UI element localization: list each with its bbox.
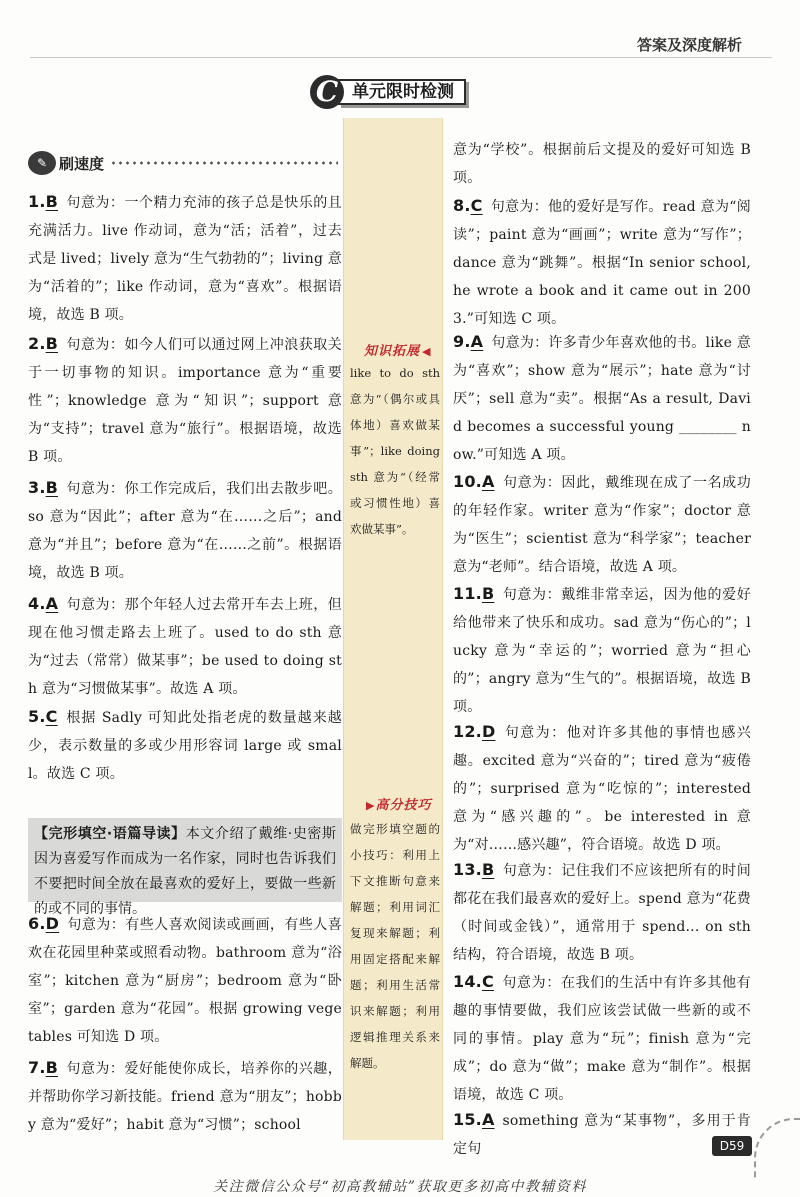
tips-sidebar (343, 118, 443, 1140)
item-text: 句意为：有些人喜欢阅读或画画，有些人喜欢在花园里种菜或照看动物。bathroom 意为“浴室”；kitchen 意为“厨房”；bedroom 意为“卧室”；garden 意为“花园”。根据 growing vegetables 可知选 D 项。 (28, 917, 342, 1045)
item-text: 句意为：因此，戴维现在成了一名成功的年轻作家。writer 意为“作家”；doctor 意为“医生”；scientist 意为“科学家”；teacher 意为“老师”。结合语境，故选 A 项。 (453, 475, 751, 575)
tip-body: 做完形填空题的小技巧：利用上下文推断句意来解题；利用词汇复现来解题；利用固定搭配来解题；利用生活常识来解题；利用逻辑推理关系来解题。 (350, 822, 440, 1070)
item-number: 11. (453, 584, 482, 603)
item-number: 6. (28, 914, 46, 933)
answer-item (453, 968, 751, 1109)
item-answer: D (481, 722, 496, 741)
item-answer: A (481, 1110, 495, 1129)
answer-item (453, 192, 751, 333)
answer-item (453, 468, 751, 581)
item-number: 4. (28, 594, 46, 613)
answer-item (28, 1054, 342, 1139)
answer-item (28, 910, 342, 1051)
right-column (453, 0, 751, 1197)
item-number: 5. (28, 707, 46, 726)
item-text: 句意为：你工作完成后，我们出去散步吧。so 意为“因此”；after 意为“在……之后”；and 意为“并且”；before 意为“在……之前”。根据语境，故选 B 项。 (28, 481, 342, 581)
passage-tag: 【完形填空·语篇导读】 (34, 826, 186, 842)
item-text: 句意为：许多青少年喜欢他的书。like 意为“喜欢”；show 意为“展示”；hate 意为“讨厌”；sell 意为“卖”。根据“As a result, David becomes a successful young ________ now.”可知选 A 项。 (453, 335, 751, 463)
item-answer: A (481, 472, 495, 491)
item-text: 句意为：记住我们不应该把所有的时间都花在我们最喜欢的爱好上。spend 意为“花费（时间或金钱）”，通常用于 spend... on sth 结构，符合语境，故选 B 项。 (453, 863, 751, 963)
arrow-right-icon: ▶ (366, 799, 376, 812)
item-answer: B (481, 584, 495, 603)
arrow-left-icon: ◀ (422, 345, 432, 358)
answer-item (28, 330, 342, 471)
item-answer: B (45, 334, 59, 353)
item-answer: B (45, 1058, 59, 1077)
pencil-icon: ✎ (28, 151, 56, 175)
item-answer: C (45, 707, 58, 726)
left-column (28, 0, 342, 1197)
item-answer: A (470, 332, 484, 351)
item-number: 7. (28, 1058, 46, 1077)
item-number: 3. (28, 478, 46, 497)
answer-item (453, 328, 751, 469)
answer-item (453, 1106, 751, 1163)
passage-text: 本文介绍了戴维·史密斯因为喜爱写作而成为一名作家，同时也告诉我们不要把时间全放在最喜欢的爱好上，要做一些新的或不同的事情。 (34, 826, 336, 917)
item-text: 句意为：一个精力充沛的孩子总是快乐的且充满活力。live 作动词，意为“活；活着”，过去式是 lived；lively 意为“生气勃勃的”；living 意为“活着的”；like 作动词，意为“喜欢”。根据语境，故选 B 项。 (28, 195, 342, 323)
item-answer: C (470, 196, 483, 215)
tip-body: like to do sth 意为“（偶尔或具体地）喜欢做某事”；like doing sth 意为“（经常或习惯性地）喜欢做某事”。 (350, 366, 440, 536)
continued-text: 意为“学校”。根据前后文提及的爱好可知选 B 项。 (453, 142, 751, 186)
tip-title: ▶高分技巧 (366, 798, 432, 813)
item-number: 9. (453, 332, 471, 351)
item-text: 根据 Sadly 可知此处指老虎的数量越来越少，表示数量的多或少用形容词 large 或 small。故选 C 项。 (28, 710, 342, 782)
answer-item (28, 188, 342, 329)
item-number: 15. (453, 1110, 482, 1129)
header-title: 答案及深度解析 (636, 36, 742, 54)
item-number: 13. (453, 860, 482, 879)
item-number: 12. (453, 722, 482, 741)
item-answer: A (45, 594, 59, 613)
item-text: 句意为：在我们的生活中有许多其他有趣的事情要做，我们应该尝试做一些新的或不同的事情。play 意为“玩”；finish 意为“完成”；do 意为“做”；make 意为“制作”。根据语境，故选 C 项。 (453, 975, 751, 1103)
item-text: 句意为：爱好能使你成长，培养你的兴趣，并帮助你学习新技能。friend 意为“朋友”；hobby 意为“爱好”；habit 意为“习惯”；school (28, 1061, 342, 1133)
item-text: 句意为：戴维非常幸运，因为他的爱好给他带来了快乐和成功。sad 意为“伤心的”；lucky 意为“幸运的”；worried 意为“担心的”；angry 意为“生气的”。根据语境，故选 B 项。 (453, 587, 751, 715)
section-banner (310, 76, 470, 108)
item-number: 8. (453, 196, 471, 215)
banner-letter-icon: C (310, 75, 344, 109)
answer-item (28, 590, 342, 703)
item-answer: B (45, 192, 59, 211)
banner-title: 单元限时检测 (338, 79, 466, 105)
answer-item (28, 474, 342, 587)
answer-item (28, 703, 342, 788)
answer-item (453, 718, 751, 859)
item-number: 2. (28, 334, 46, 353)
cloze-passage-guide (28, 818, 342, 917)
footer-note: 关注微信公众号“初高教辅站”获取更多初高中教辅资料 (213, 1179, 587, 1195)
corner-decoration (754, 1118, 800, 1178)
item-answer: C (481, 972, 494, 991)
item-number: 10. (453, 472, 482, 491)
item-text: something 意为“某事物”，多用于肯定句 (453, 1113, 751, 1157)
item-answer: B (481, 860, 495, 879)
tip-title: 知识拓展 ◀ (364, 344, 432, 359)
item-answer: B (45, 478, 59, 497)
item-number: 14. (453, 972, 482, 991)
page-number: D59 (712, 1136, 752, 1156)
item-text: 句意为：如今人们可以通过网上冲浪获取关于一切事物的知识。importance 意为“重要性”；knowledge 意为“知识”；support 意为“支持”；travel 意为“旅行”。根据语境，故选 B 项。 (28, 337, 342, 465)
item-number: 1. (28, 192, 46, 211)
answer-item (453, 856, 751, 969)
speed-label: 刷速度 (59, 154, 105, 173)
item-text: 句意为：他对许多其他的事情也感兴趣。excited 意为“兴奋的”；tired 意为“疲倦的”；surprised 意为“吃惊的”；interested 意为“感兴趣的”。be interested in 意为“对……感兴趣”，符合语境。故选 D 项。 (453, 725, 751, 853)
answer-item (453, 580, 751, 721)
item-text: 句意为：那个年轻人过去常开车去上班，但现在他习惯走路去上班了。used to do sth 意为“过去（常常）做某事”；be used to doing sth 意为“习惯做某事”。故选 A 项。 (28, 597, 342, 697)
item-text: 句意为：他的爱好是写作。read 意为“阅读”；paint 意为“画画”；write 意为“写作”；dance 意为“跳舞”。根据“In senior school, he wrote a book and it came out in 2003.”可知选 C 项。 (453, 199, 751, 327)
item-answer: D (45, 914, 60, 933)
